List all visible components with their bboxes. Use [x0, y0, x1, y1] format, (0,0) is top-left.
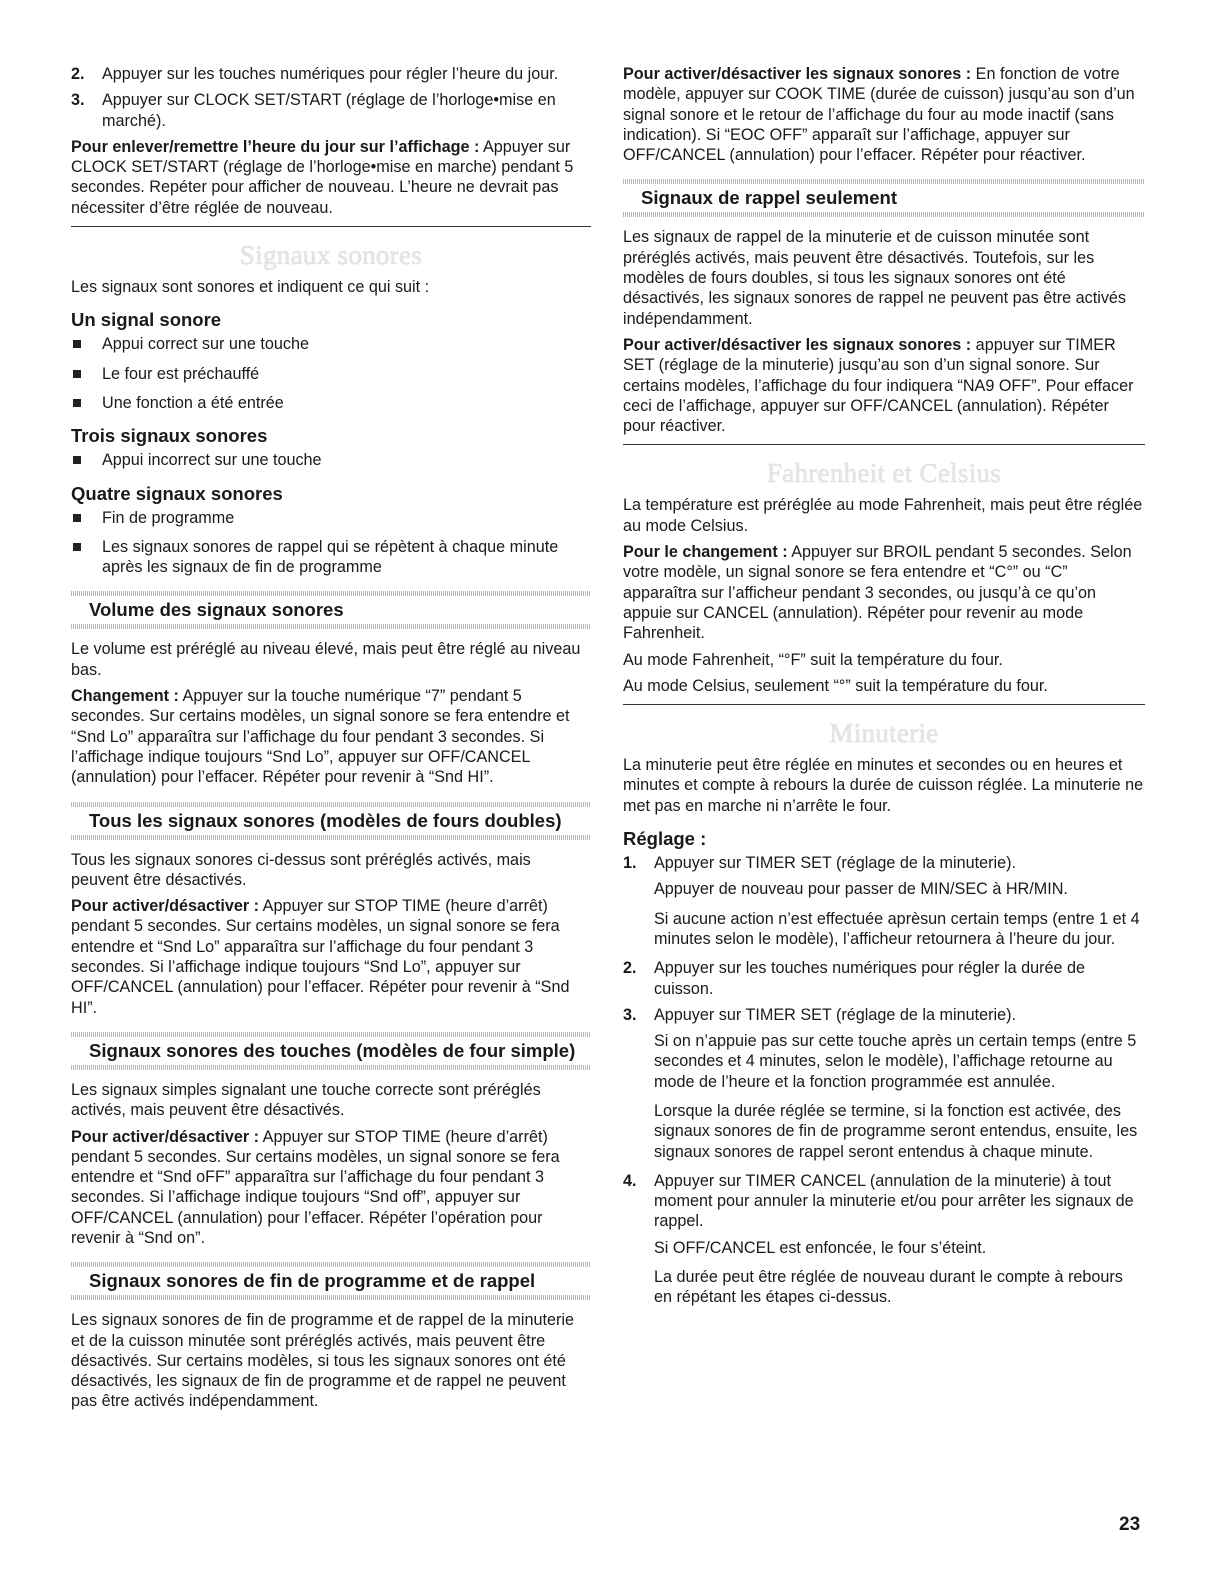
list-item [71, 450, 591, 470]
end-toggle-paragraph [623, 64, 1145, 165]
heading-one-signal: Un signal sonore [71, 309, 222, 331]
step-detail: Si aucune action n’est effectuée aprèsun certain temps (entre 1 et 4 minutes selon le modèle), l’afficheur retournera à l’heure du jour. [654, 909, 1140, 948]
heading-setting: Réglage : [623, 828, 707, 850]
list-item-text: Une fonction a été entrée [102, 393, 284, 412]
page-number: 23 [1119, 1514, 1141, 1535]
paragraph-lead: Pour le changement : [623, 543, 788, 562]
celsius-line: Au mode Celsius, seulement “°” suit la température du four. [623, 676, 1048, 695]
list-item-text: Les signaux sonores de rappel qui se répètent à chaque minute après les signaux de fin de programme [102, 537, 559, 577]
left-column [71, 64, 591, 1418]
subsection-band [71, 1262, 591, 1300]
hatch-rule [71, 835, 591, 840]
hatch-rule [71, 1295, 591, 1300]
fahrenheit-intro: La température est préréglée au mode Fahrenheit, mais peut être réglée au mode Celsius. [623, 496, 1143, 535]
paragraph-text: Appuyer sur BROIL pendant 5 secondes. Selon votre modèle, un signal sonore se fera entendre et “C°” ou “C” apparaîtra sur l’afficheur pendant 3 secondes, ou jusqu’à ce qu’on appuie sur CANCEL (annulation). Répéter pour revenir au mode Fahrenheit. [623, 543, 1132, 643]
paragraph-lead: Pour activer/désactiver : [71, 897, 260, 916]
step-detail: La durée peut être réglée de nouveau durant le compte à rebours en répétant les étapes ci-dessus. [654, 1268, 1123, 1307]
fahrenheit-change-paragraph [623, 542, 1145, 643]
bullet-icon [73, 456, 81, 464]
step-text: Appuyer sur CLOCK SET/START (réglage de l’horloge•mise en marché). [102, 91, 556, 130]
heading-end-signals: Signaux sonores de fin de programme et de rappel [89, 1270, 536, 1292]
list-item-text: Appui incorrect sur une touche [102, 451, 322, 470]
list-item [71, 393, 591, 413]
paragraph-lead: Pour activer/désactiver : [71, 1127, 260, 1146]
list-item-text: Le four est préchauffé [102, 364, 260, 383]
bullet-icon [73, 370, 81, 378]
hatch-rule [71, 1262, 591, 1267]
paragraph-text: Appuyer sur la touche numérique “7” pendant 5 secondes. Sur certains modèles, un signal sonore se fera entendre et “Snd Lo” apparaîtra sur l’affichage du four pendant 3 secondes. Si l’affichage indique toujours “Snd Lo”, appuyer sur OFF/CANCEL (annulation) pour l’effacer. Répéter pour revenir à “Snd HI”. [71, 687, 570, 787]
step-text: Appuyer sur TIMER CANCEL (annulation de la minuterie) à tout moment pour annuler la minuterie et/ou pour arrêter les signaux de rappel. [654, 1171, 1134, 1231]
step-text: Appuyer sur TIMER SET (réglage de la minuterie). [654, 854, 1016, 873]
paragraph-text: appuyer sur TIMER SET (réglage de la minuterie) jusqu’au son d’un signal sonore. Sur certains modèles, l’affichage du four indiquera “NA9 OFF”. Pour effacer ceci de l’affichage, appuyer sur OFF/CANCEL (annulation). Répéter pour réactiver. [623, 335, 1134, 436]
step-number: 3. [71, 91, 85, 110]
end-signals-intro: Les signaux sonores de fin de programme et de rappel de la minuterie et de la cuisson minutée sont préréglés activés, mais peuvent être désactivés. Sur certains modèles, si tous les signaux sonores ont été désactivés, les signaux de fin de programme et de rappel ne peuvent pas être activés indépendamment. [71, 1311, 575, 1411]
section-divider [623, 704, 1145, 705]
list-item [71, 364, 591, 384]
hatch-rule [623, 179, 1145, 184]
all-signals-paragraph [71, 896, 591, 1018]
display-toggle-paragraph [71, 137, 591, 218]
section-title-fahrenheit: Fahrenheit et Celsius [766, 458, 1002, 489]
key-signals-intro: Les signaux simples signalant une touche correcte sont préréglés activés, mais peuvent être désactivés. [71, 1080, 541, 1120]
step-detail: Si on n’appuie pas sur cette touche après un certain temps (entre 5 secondes et 4 minutes, selon le modèle), l’affichage retourne au mode de l’heure et la fonction programmée est annulée. [654, 1032, 1137, 1091]
hatch-rule [623, 212, 1145, 217]
reminder-paragraph [623, 335, 1145, 436]
step-text: Appuyer sur les touches numériques pour régler l’heure du jour. [102, 65, 559, 83]
reminder-intro: Les signaux de rappel de la minuterie et de cuisson minutée sont préréglés activés, mais peuvent être désactivés. Toutefois, sur les modèles de fours doubles, si tous les signaux sonores ont été désactivés, les signaux sonores de rappel ne peuvent pas être activés indépendamment. [623, 228, 1127, 328]
step-number: 2. [71, 65, 85, 83]
subsection-band [623, 179, 1145, 217]
minuterie-intro: La minuterie peut être réglée en minutes et secondes ou en heures et minutes et compte à rebours la durée de cuisson réglée. La minuterie ne met pas en marche ni n’arrête le four. [623, 756, 1144, 815]
paragraph-text: Appuyer sur STOP TIME (heure d’arrêt) pendant 5 secondes. Sur certains modèles, un signal sonore se fera entendre et “Snd Lo” apparaîtra sur l’affichage du four pendant 3 secondes. Si l’affichage indique toujours “Snd Lo”, appuyer sur OFF/CANCEL (annulation) pour l’effacer. Répéter pour revenir à “Snd HI”. [71, 897, 570, 1017]
list-item-text: Appui correct sur une touche [102, 335, 309, 354]
step-number: 4. [623, 1171, 637, 1190]
paragraph-lead: Pour enlever/remettre l’heure du jour sur l’affichage : [71, 137, 480, 156]
heading-all-signals: Tous les signaux sonores (modèles de fours doubles) [89, 809, 562, 831]
paragraph-text: Appuyer sur STOP TIME (heure d’arrêt) pendant 5 secondes. Sur certains modèles, un signal sonore se fera entendre et “Snd oFF” apparaîtra sur l’affichage du four pendant 3 secondes. Si l’affichage indique toujours “Snd off”, appuyer sur OFF/CANCEL (annulation) pour l’effacer. Répéter l’opération pour revenir à “Snd on”. [71, 1127, 560, 1247]
step-item [623, 853, 1145, 873]
subsection-band [71, 591, 591, 629]
subsection-band [71, 802, 591, 840]
step-item [623, 958, 1145, 999]
section-divider [623, 444, 1145, 445]
subsection-band [71, 1032, 591, 1070]
paragraph-text: En fonction de votre modèle, appuyer sur COOK TIME (durée de cuisson) jusqu’au son d’un signal sonore et le retour de l’affichage du four au mode inactif (sans indication). Si “EOC OFF” apparaît sur l’affichage, appuyer sur OFF/CANCEL (annulation) pour l’effacer. Répéter pour réactiver. [623, 65, 1135, 165]
paragraph-lead: Pour activer/désactiver les signaux sonores : [623, 335, 972, 354]
key-signals-paragraph [71, 1127, 591, 1249]
heading-reminder: Signaux de rappel seulement [641, 187, 897, 209]
list-item-text: Fin de programme [102, 508, 235, 527]
bullet-icon [73, 543, 81, 551]
step-item [71, 90, 591, 131]
bullet-icon [73, 399, 81, 407]
fahrenheit-line: Au mode Fahrenheit, “°F” suit la température du four. [623, 650, 1003, 669]
section-title-signaux-sonores: Signaux sonores [239, 240, 423, 271]
list-item [71, 508, 591, 528]
bullet-icon [73, 340, 81, 348]
step-text: Appuyer sur TIMER SET (réglage de la minuterie). [654, 1005, 1016, 1024]
step-detail: Lorsque la durée réglée se termine, si la fonction est activée, des signaux sonores de fin de programme seront entendus, ensuite, les signaux sonores de rappel seront entendus à chaque minute. [654, 1101, 1138, 1161]
hatch-rule [71, 591, 591, 596]
hatch-rule [71, 1065, 591, 1070]
step-item [623, 1005, 1145, 1025]
list-item [71, 537, 591, 578]
volume-change-paragraph [71, 686, 591, 787]
paragraph-lead: Pour activer/désactiver les signaux sonores : [623, 65, 972, 83]
all-signals-intro: Tous les signaux sonores ci-dessus sont préréglés activés, mais peuvent être désactivés. [71, 850, 531, 889]
volume-intro: Le volume est préréglé au niveau élevé, mais peut être réglé au niveau bas. [71, 640, 581, 679]
heading-key-signals: Signaux sonores des touches (modèles de four simple) [89, 1039, 576, 1061]
step-text: Appuyer sur les touches numériques pour régler la durée de cuisson. [654, 959, 1086, 998]
bullet-icon [73, 514, 81, 522]
heading-volume: Volume des signaux sonores [89, 599, 344, 621]
heading-three-signals: Trois signaux sonores [71, 425, 268, 447]
section-title-minuterie: Minuterie [829, 718, 939, 749]
list-item [71, 334, 591, 354]
step-detail: Appuyer de nouveau pour passer de MIN/SEC à HR/MIN. [654, 880, 1068, 899]
step-item [623, 1171, 1145, 1232]
heading-four-signals: Quatre signaux sonores [71, 482, 283, 504]
step-number: 1. [623, 854, 637, 873]
step-number: 3. [623, 1005, 637, 1024]
step-detail: Si OFF/CANCEL est enfoncée, le four s’éteint. [654, 1238, 987, 1257]
hatch-rule [71, 802, 591, 807]
section-divider [71, 226, 591, 227]
hatch-rule [71, 1032, 591, 1037]
paragraph-lead: Changement : [71, 687, 179, 706]
paragraph-text: Appuyer sur CLOCK SET/START (réglage de l’horloge•mise en marche) pendant 5 secondes. Repéter pour afficher de nouveau. L’heure ne devrait pas nécessiter d’être réglée de nouveau. [71, 137, 574, 217]
step-item [71, 64, 591, 84]
signals-intro: Les signaux sont sonores et indiquent ce qui suit : [71, 278, 430, 297]
right-column [623, 64, 1145, 1317]
hatch-rule [71, 624, 591, 629]
step-number: 2. [623, 959, 637, 978]
